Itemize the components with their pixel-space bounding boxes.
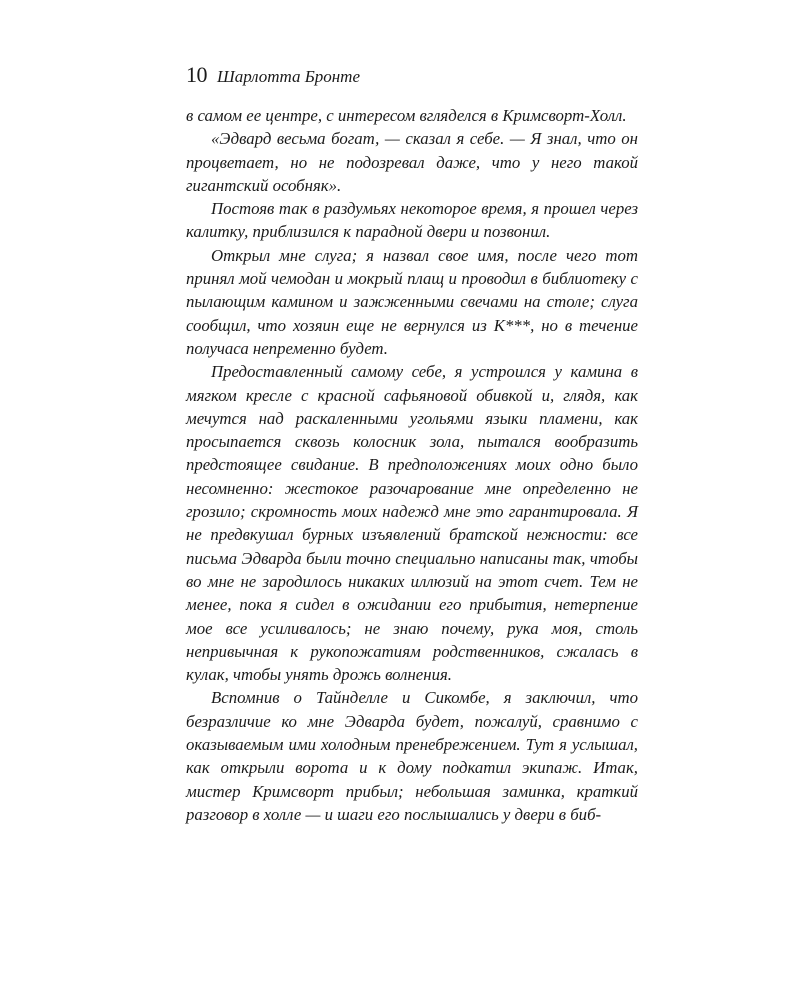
paragraph: Открыл мне слуга; я назвал свое имя, после чего тот принял мой чемодан и мокрый плащ и проводил в библиотеку с пылающим камином и зажженными свечами на столе; слуга сообщил, что хозяин еще не вернулся из К***, но в течение получаса непременно будет. <box>186 245 638 358</box>
paragraph: «Эдвард весьма богат, — сказал я себе. — Я знал, что он процветает, но не подозревал даже, что у него такой гигантский особняк». <box>186 129 638 195</box>
paragraph: Постояв так в раздумьях некоторое время, я прошел через калитку, приблизился к парадной двери и позвонил. <box>186 199 638 242</box>
paragraph: в самом ее центре, с интересом вгляделся в Кримсворт-Холл. <box>186 106 627 125</box>
running-title: Шарлотта Бронте <box>217 67 360 86</box>
body-text <box>186 104 638 826</box>
running-head <box>186 62 638 90</box>
paragraph: Предоставленный самому себе, я устроился у камина в мягком кресле с красной сафьяновой обивкой и, глядя, как мечутся над раскаленными угольями языки пламени, как просыпается сквозь колосник зола, пытался вообразить предстоящее свидание. В предположениях моих одно было несомненно: жестокое разочарование мне определенно не грозило; скромность моих надежд мне это гарантировала. Я не предвкушал бурных изъявлений братской нежности: все письма Эдварда были точно специально написаны так, чтобы во мне не зародилось никаких иллюзий на этот счет. Тем не менее, пока я сидел в ожидании его прибытия, нетерпение мое все усиливалось; не знаю почему, рука моя, столь непривычная к рукопожатиям родственников, сжалась в кулак, чтобы унять дрожь волнения. <box>186 362 638 685</box>
paragraph: Вспомнив о Тайнделле и Сикомбе, я заключил, что безразличие ко мне Эдварда будет, пожалуй, сравнимо с оказываемым ими холодным пренебрежением. Тут я услышал, как открыли ворота и к дому подкатил экипаж. Итак, мистер Кримсворт прибыл; небольшая заминка, краткий разговор в холле — и шаги его послышались у двери в биб- <box>186 688 638 824</box>
book-page <box>186 62 638 826</box>
page-number: 10 <box>186 62 207 87</box>
